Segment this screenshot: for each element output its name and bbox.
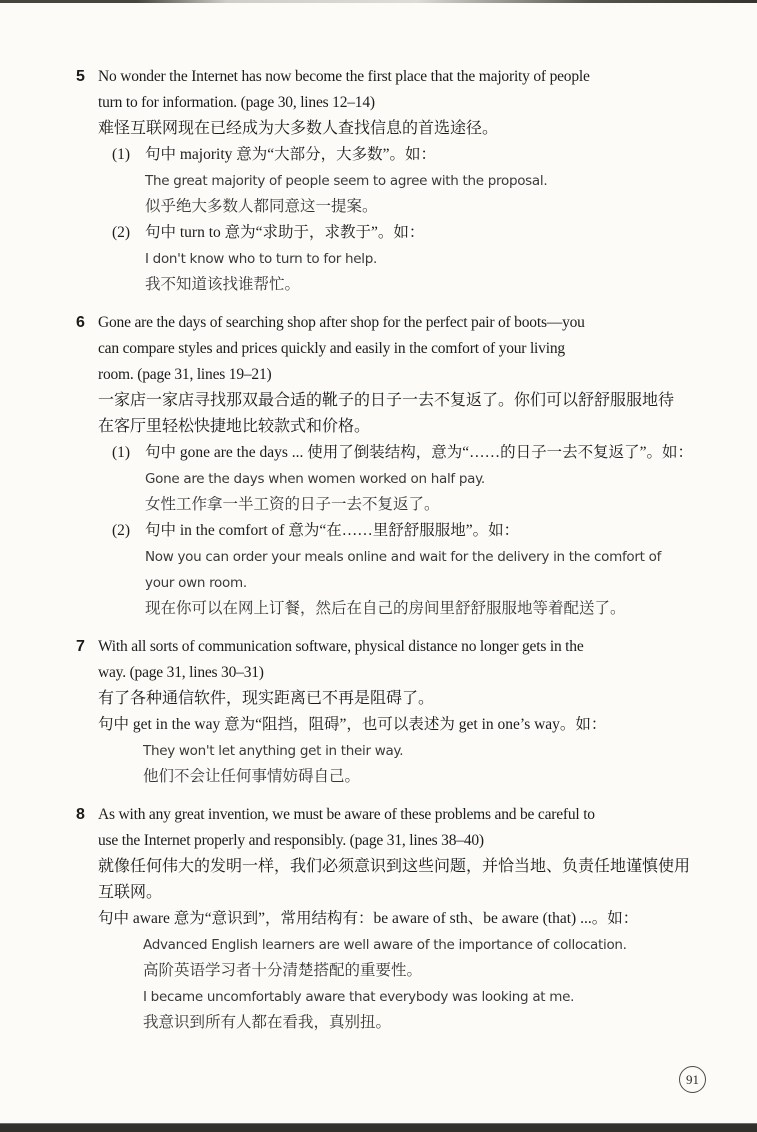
sentence-english-line: As with any great invention, we must be aware of these problems and be careful to bbox=[98, 806, 595, 823]
exercise-item bbox=[76, 310, 692, 622]
exercise-item bbox=[76, 802, 692, 1036]
item-body bbox=[98, 310, 692, 622]
example-chinese-line: 他们不会让任何事情妨碍自己。 bbox=[143, 768, 361, 785]
sentence-english-line: way. (page 31, lines 30–31) bbox=[98, 664, 264, 681]
sentence-english-line: With all sorts of communication software, physical distance no longer gets in the bbox=[98, 638, 584, 655]
example-english-line: Gone are the days when women worked on half pay. bbox=[145, 471, 485, 487]
item-number: 7 bbox=[76, 638, 85, 655]
exercise-item bbox=[76, 634, 692, 790]
example-english-line: I became uncomfortably aware that everybody was looking at me. bbox=[143, 989, 575, 1005]
example-english-line: your own room. bbox=[145, 575, 247, 591]
note-text: 句中 in the comfort of 意为“在……里舒舒服服地”。如： bbox=[145, 522, 520, 539]
note-row bbox=[98, 440, 692, 518]
note-marker: (2) bbox=[112, 224, 131, 241]
example-english-line: I don't know who to turn to for help. bbox=[145, 251, 377, 267]
sentence-english-line: Gone are the days of searching shop after shop for the perfect pair of boots—you bbox=[98, 314, 585, 331]
note-marker: (1) bbox=[112, 444, 131, 461]
sentence-english-line: use the Internet properly and responsibly. (page 31, lines 38–40) bbox=[98, 832, 484, 849]
item-body bbox=[98, 64, 692, 298]
items-list bbox=[76, 64, 692, 1036]
note-text: 句中 aware 意为“意识到”，常用结构有：be aware of sth、be aware (that) ...。如： bbox=[98, 910, 639, 927]
example-chinese-line: 我不知道该找谁帮忙。 bbox=[145, 276, 301, 293]
item-body bbox=[98, 634, 692, 790]
example-chinese-line: 似乎绝大多数人都同意这一提案。 bbox=[145, 198, 378, 215]
scan-bottom-edge bbox=[0, 1123, 757, 1132]
note-body bbox=[145, 440, 692, 518]
note-row bbox=[98, 518, 692, 622]
note-body bbox=[145, 518, 692, 622]
item-number: 5 bbox=[76, 68, 85, 85]
item-number: 8 bbox=[76, 806, 85, 823]
sentence-chinese-line: 难怪互联网现在已经成为大多数人查找信息的首选途径。 bbox=[98, 120, 499, 137]
sentence-chinese-line: 一家店一家店寻找那双最合适的靴子的日子一去不复返了。你们可以舒舒服服地待 bbox=[98, 392, 675, 409]
scan-top-edge bbox=[0, 0, 757, 3]
example-english-line: They won't let anything get in their way. bbox=[143, 743, 404, 759]
sentence-english-line: No wonder the Internet has now become the first place that the majority of people bbox=[98, 68, 590, 85]
note-text: 句中 majority 意为“大部分，大多数”。如： bbox=[145, 146, 437, 163]
sentence-chinese-line: 在客厅里轻松快捷地比较款式和价格。 bbox=[98, 418, 371, 435]
sentence-english-line: can compare styles and prices quickly and easily in the comfort of your living bbox=[98, 340, 565, 357]
example-chinese-line: 女性工作拿一半工资的日子一去不复返了。 bbox=[145, 496, 440, 513]
item-number: 6 bbox=[76, 314, 85, 331]
note-row bbox=[98, 220, 692, 298]
note-text: 句中 get in the way 意为“阻挡，阻碍”，也可以表述为 get in one’s way。如： bbox=[98, 716, 607, 733]
item-body bbox=[98, 802, 692, 1036]
example-english-line: Advanced English learners are well aware of the importance of collocation. bbox=[143, 937, 627, 953]
note-marker: (1) bbox=[112, 146, 131, 163]
note-row bbox=[98, 142, 692, 220]
note-body bbox=[145, 142, 692, 220]
example-english-line: Now you can order your meals online and wait for the delivery in the comfort of bbox=[145, 549, 662, 565]
note-text: 句中 gone are the days ... 使用了倒装结构，意为“……的日子一去不复返了”。如： bbox=[145, 444, 694, 461]
sentence-english-line: turn to for information. (page 30, lines 12–14) bbox=[98, 94, 375, 111]
page-content bbox=[76, 64, 692, 1048]
sentence-chinese-line: 就像任何伟大的发明一样，我们必须意识到这些问题，并恰当地、负责任地谨慎使用 bbox=[98, 858, 691, 875]
example-chinese-line: 现在你可以在网上订餐，然后在自己的房间里舒舒服服地等着配送了。 bbox=[145, 600, 626, 617]
page-number-badge bbox=[679, 1066, 706, 1093]
sentence-english-line: room. (page 31, lines 19–21) bbox=[98, 366, 272, 383]
note-body bbox=[145, 220, 692, 298]
example-english-line: The great majority of people seem to agree with the proposal. bbox=[145, 173, 548, 189]
sentence-chinese-line: 有了各种通信软件，现实距离已不再是阻碍了。 bbox=[98, 690, 435, 707]
example-chinese-line: 我意识到所有人都在看我，真别扭。 bbox=[143, 1014, 392, 1031]
example-chinese-line: 高阶英语学习者十分清楚搭配的重要性。 bbox=[143, 962, 423, 979]
sentence-chinese-line: 互联网。 bbox=[98, 884, 163, 901]
note-text: 句中 turn to 意为“求助于，求教于”。如： bbox=[145, 224, 425, 241]
page-number: 91 bbox=[686, 1071, 699, 1087]
exercise-item bbox=[76, 64, 692, 298]
note-marker: (2) bbox=[112, 522, 131, 539]
